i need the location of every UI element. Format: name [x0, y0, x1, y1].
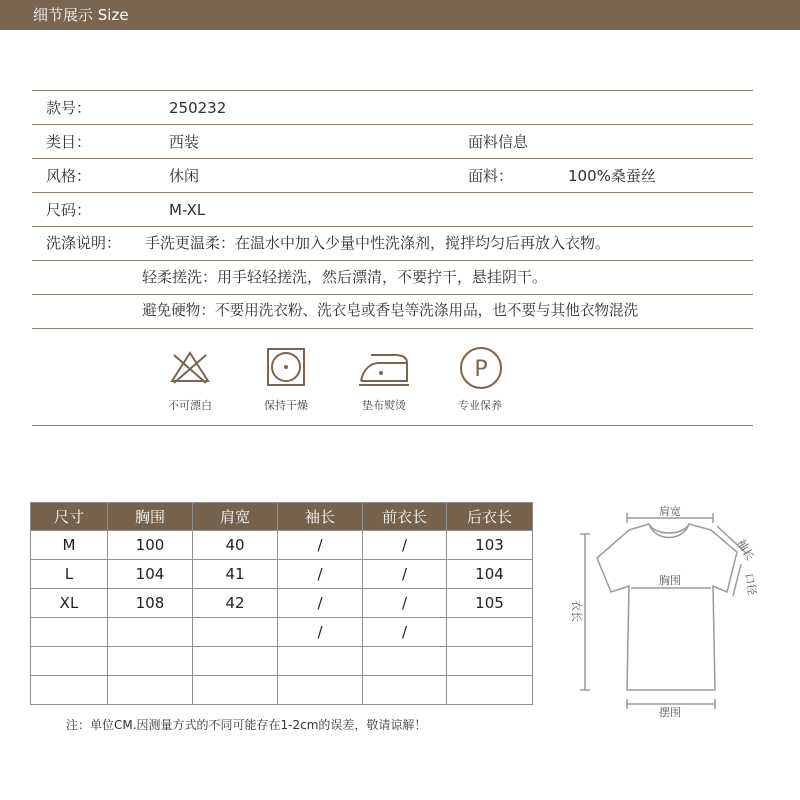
- divider: [32, 260, 753, 261]
- divider: [32, 294, 753, 295]
- table-cell: 42: [193, 589, 278, 618]
- shoulder-label: 肩宽: [659, 505, 681, 518]
- table-cell: 100: [108, 531, 193, 560]
- divider: [32, 90, 753, 91]
- divider: [32, 226, 753, 227]
- table-cell: [193, 647, 278, 676]
- header-sleeve: 袖长: [278, 503, 363, 531]
- fabric-value: 100%桑蚕丝: [568, 167, 656, 185]
- table-cell: [31, 618, 108, 647]
- wash-line: 手洗更温柔：在温水中加入少量中性洗涤剂，搅拌均匀后再放入衣物。: [145, 234, 611, 252]
- table-cell: [31, 647, 108, 676]
- table-cell: 40: [193, 531, 278, 560]
- table-row: [31, 618, 533, 647]
- table-row: [31, 531, 533, 560]
- care-label: 专业保养: [458, 399, 502, 412]
- table-cell: [278, 647, 363, 676]
- section-title: 细节展示 Size: [33, 6, 129, 24]
- style-no-value: 250232: [169, 99, 227, 117]
- cuff-measure-line: [733, 564, 741, 596]
- table-row: [31, 589, 533, 618]
- table-cell: /: [278, 560, 363, 589]
- header-chest: 胸围: [108, 503, 193, 531]
- fabric-label: 面料：: [468, 167, 514, 185]
- section-header: [0, 0, 800, 30]
- hem-label: 摆围: [659, 706, 681, 719]
- table-cell: [193, 676, 278, 705]
- table-cell: L: [31, 560, 108, 589]
- care-symbols: [30, 335, 550, 425]
- table-row: [31, 560, 533, 589]
- category-value: 西装: [169, 133, 200, 151]
- category-label: 类目：: [46, 133, 92, 151]
- table-cell: /: [363, 618, 447, 647]
- table-cell: 103: [447, 531, 533, 560]
- table-cell: /: [363, 560, 447, 589]
- table-cell: XL: [31, 589, 108, 618]
- table-cell: [447, 618, 533, 647]
- table-cell: [447, 676, 533, 705]
- table-cell: [363, 647, 447, 676]
- measurement-note: 注：单位CM.因测量方式的不同可能存在1-2cm的误差，敬请谅解！: [66, 718, 427, 732]
- size-label: 尺码：: [46, 201, 92, 219]
- cuff-label: 口径: [742, 572, 759, 597]
- iron-with-cloth-icon: [357, 347, 411, 387]
- care-label: 不可漂白: [168, 399, 212, 412]
- care-glyph: P: [474, 357, 488, 382]
- wash-label: 洗涤说明：: [46, 234, 122, 252]
- wash-line: 避免硬物：不要用洗衣粉、洗衣皂或香皂等洗涤用品，也不要与其他衣物混洗: [142, 302, 639, 319]
- table-row: [31, 676, 533, 705]
- divider: [32, 124, 753, 125]
- table-cell: /: [363, 589, 447, 618]
- table-cell: /: [278, 618, 363, 647]
- divider: [32, 192, 753, 193]
- table-cell: 104: [108, 560, 193, 589]
- table-cell: [278, 676, 363, 705]
- table-cell: 41: [193, 560, 278, 589]
- professional-care-icon: [458, 347, 504, 393]
- table-cell: [108, 676, 193, 705]
- table-cell: [363, 676, 447, 705]
- style-no-label: 款号：: [46, 99, 92, 117]
- garment-measurement-diagram: [565, 500, 795, 720]
- divider: [32, 158, 753, 159]
- care-label: 垫布熨烫: [362, 399, 406, 412]
- header-front-length: 前衣长: [363, 503, 447, 531]
- table-cell: /: [278, 531, 363, 560]
- fabric-info-heading: 面料信息: [468, 133, 529, 151]
- table-cell: 104: [447, 560, 533, 589]
- table-cell: [193, 618, 278, 647]
- table-cell: 105: [447, 589, 533, 618]
- table-cell: /: [278, 589, 363, 618]
- table-cell: [31, 676, 108, 705]
- header-back-length: 后衣长: [447, 503, 533, 531]
- size-table: [30, 502, 533, 705]
- table-cell: [108, 647, 193, 676]
- tumble-dry-icon: [266, 347, 306, 387]
- table-cell: /: [363, 531, 447, 560]
- size-value: M-XL: [169, 201, 206, 219]
- chest-label: 胸围: [659, 574, 681, 587]
- length-label: 衣长: [570, 600, 583, 622]
- style-value: 休闲: [169, 167, 200, 185]
- wash-line: 轻柔搓洗：用手轻轻搓洗，然后漂清，不要拧干，悬挂阴干。: [142, 268, 548, 286]
- tshirt-outline: [597, 524, 737, 690]
- table-cell: 108: [108, 589, 193, 618]
- header-shoulder: 肩宽: [193, 503, 278, 531]
- table-row: [31, 647, 533, 676]
- table-cell: M: [31, 531, 108, 560]
- divider: [32, 425, 753, 426]
- size-table-header: [31, 503, 533, 531]
- header-size: 尺寸: [31, 503, 108, 531]
- care-label: 保持干燥: [264, 399, 308, 412]
- divider: [32, 328, 753, 329]
- sleeve-label: 袖长: [734, 537, 757, 563]
- table-cell: [447, 647, 533, 676]
- style-label: 风格：: [46, 167, 92, 185]
- table-cell: [108, 618, 193, 647]
- no-bleach-icon: [168, 347, 212, 387]
